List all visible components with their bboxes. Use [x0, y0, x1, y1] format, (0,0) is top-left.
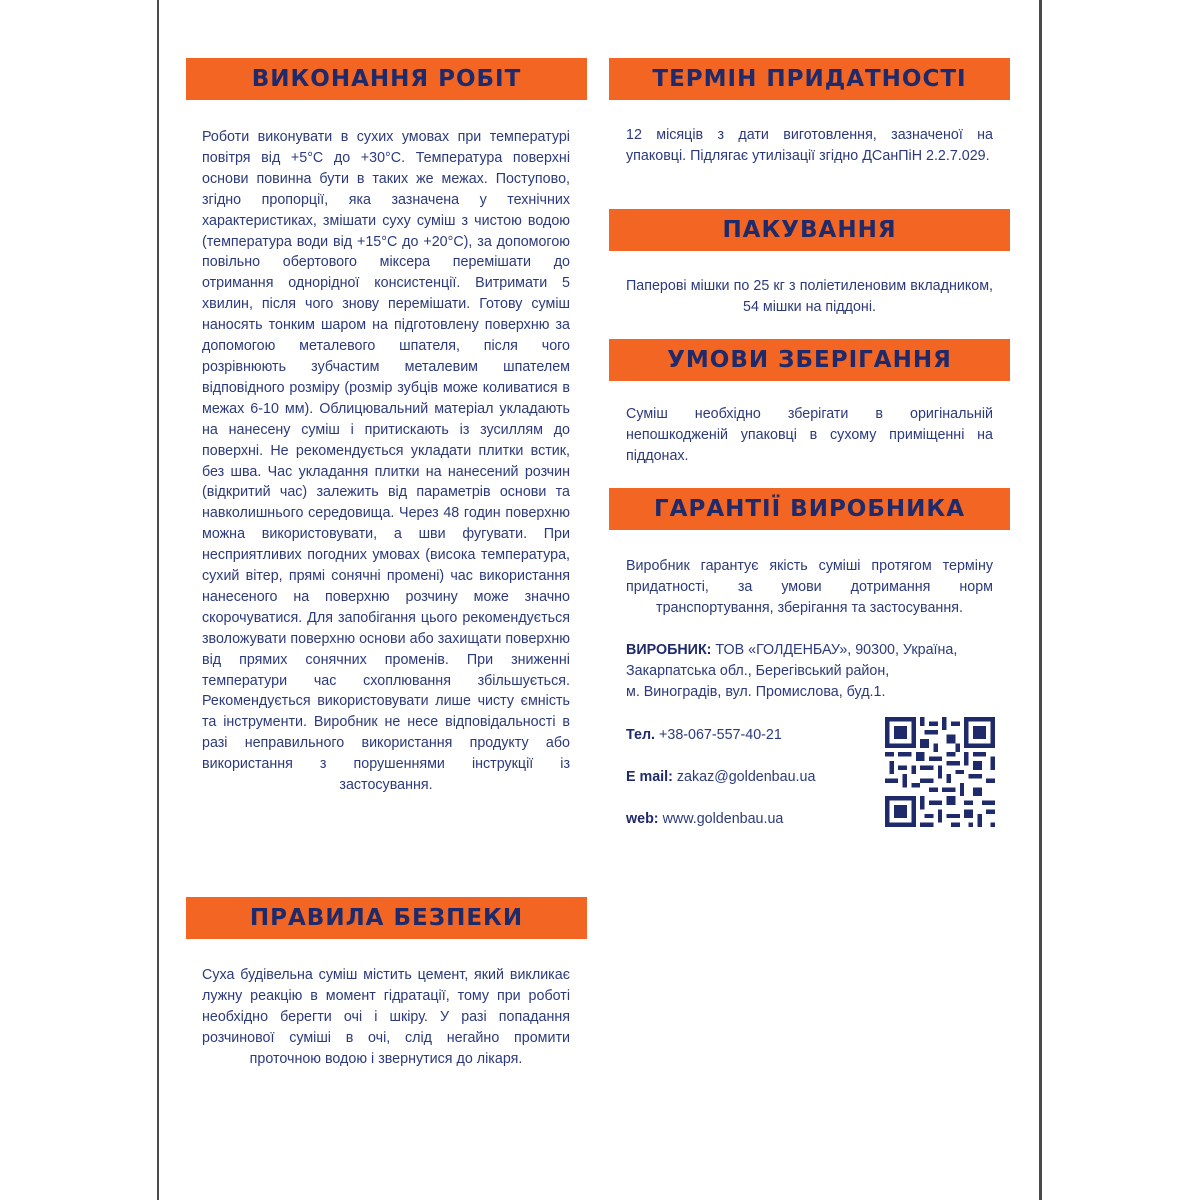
paragraph-safety: Суха будівельна суміш містить цемент, який викликає лужну реакцію в момент гідратації, тому при роботі необхідно берегти очі і шкіру. У разі попадання розчинової суміші в очі, слід негайно промити проточною водою і звернутися до лікаря.	[202, 967, 570, 1067]
heading-safety: ПРАВИЛА БЕЗПЕКИ	[186, 897, 587, 939]
page-edge-right	[1039, 0, 1042, 1200]
web-row	[626, 809, 783, 830]
heading-storage: УМОВИ ЗБЕРІГАННЯ	[609, 339, 1010, 381]
manufacturer-label: ВИРОБНИК:	[626, 642, 712, 658]
heading-works: ВИКОНАННЯ РОБІТ	[186, 58, 587, 100]
email-label: E mail:	[626, 769, 673, 785]
paragraph-works: Роботи виконувати в сухих умовах при температурі повітря від +5°C до +30°C. Температура поверхні основи повинна бути в таких же межах. Поступово, згідно пропорції, яка зазначена у технічних характеристиках, змішати суху суміш з чистою водою (температура води від +15°C до +20°C), за допомогою повільно обертового міксера перемішати до отримання однорідної консистенції. Витримати 5 хвилин, після чого знову перемішати. Готову суміш наносять тонким шаром на підготовлену поверхню за допомогою металевого шпателя, після чого розрівнюють зубчастим металевим шпателем відповідного розміру (розмір зубців може коливатися в межах 6-10 мм). Облицювальний матеріал укладають на нанесену суміш і притискають із зусиллям до поверхні. Не рекомендується укладати плитки встик, без шва. Час укладання плитки на нанесений розчин (відкритий час) залежить від параметрів основи та навколишнього середовища. Через 48 годин поверхню можна використовувати, а шви фугувати. При несприятливих погодних умовах (висока температура, сухий вітер, прямі сонячні промені) час використання нанесеного на поверхню розчину може значно скорочуватися. Для запобігання цього рекомендується зволожувати поверхню основи або захищати поверхню від прямих сонячних променів. При зниженні температури час схоплювання збільшується. Рекомендується використовувати лише чисту ємність та інструменти. Виробник не несе відповідальності в разі неправильного використання продукту або використання з порушеннями інструкції із застосування.	[202, 129, 570, 794]
paragraph-storage: Суміш необхідно зберігати в оригінальній непошкодженій упаковці в сухому приміщенні на піддонах.	[626, 406, 993, 464]
phone-value[interactable]: +38-067-557-40-21	[659, 727, 782, 743]
paragraph-packaging: Паперові мішки по 25 кг з поліетиленовим вкладником, 54 мішки на піддоні.	[626, 278, 993, 315]
heading-packaging: ПАКУВАННЯ	[609, 209, 1010, 251]
web-link[interactable]: www.goldenbau.ua	[662, 811, 784, 827]
heading-warranty: ГАРАНТІЇ ВИРОБНИКА	[609, 488, 1010, 530]
paragraph-warranty: Виробник гарантує якість суміші протягом терміну придатності, за умови дотримання норм транспортування, зберігання та застосування.	[626, 558, 993, 616]
email-link[interactable]: zakaz@goldenbau.ua	[676, 769, 816, 785]
phone-label: Тел.	[626, 727, 656, 743]
manufacturer-block	[626, 640, 1006, 703]
phone-row	[626, 725, 782, 746]
qr-code-icon[interactable]	[885, 717, 995, 827]
manufacturer-line1: ТОВ «ГОЛДЕНБАУ», 90300, Україна,	[715, 642, 958, 658]
manufacturer-line2: Закарпатська обл., Берегівський район,	[626, 662, 890, 679]
paragraph-shelf-life: 12 місяців з дати виготовлення, зазначеної на упаковці. Підлягає утилізації згідно ДСанПіН 2.2.7.029.	[626, 127, 993, 164]
email-row	[626, 767, 815, 788]
page-edge-left	[157, 0, 159, 1200]
heading-shelf-life: ТЕРМІН ПРИДАТНОСТІ	[609, 58, 1010, 100]
manufacturer-line3: м. Виноградів, вул. Промислова, буд.1.	[626, 683, 886, 700]
web-label: web:	[626, 811, 659, 827]
